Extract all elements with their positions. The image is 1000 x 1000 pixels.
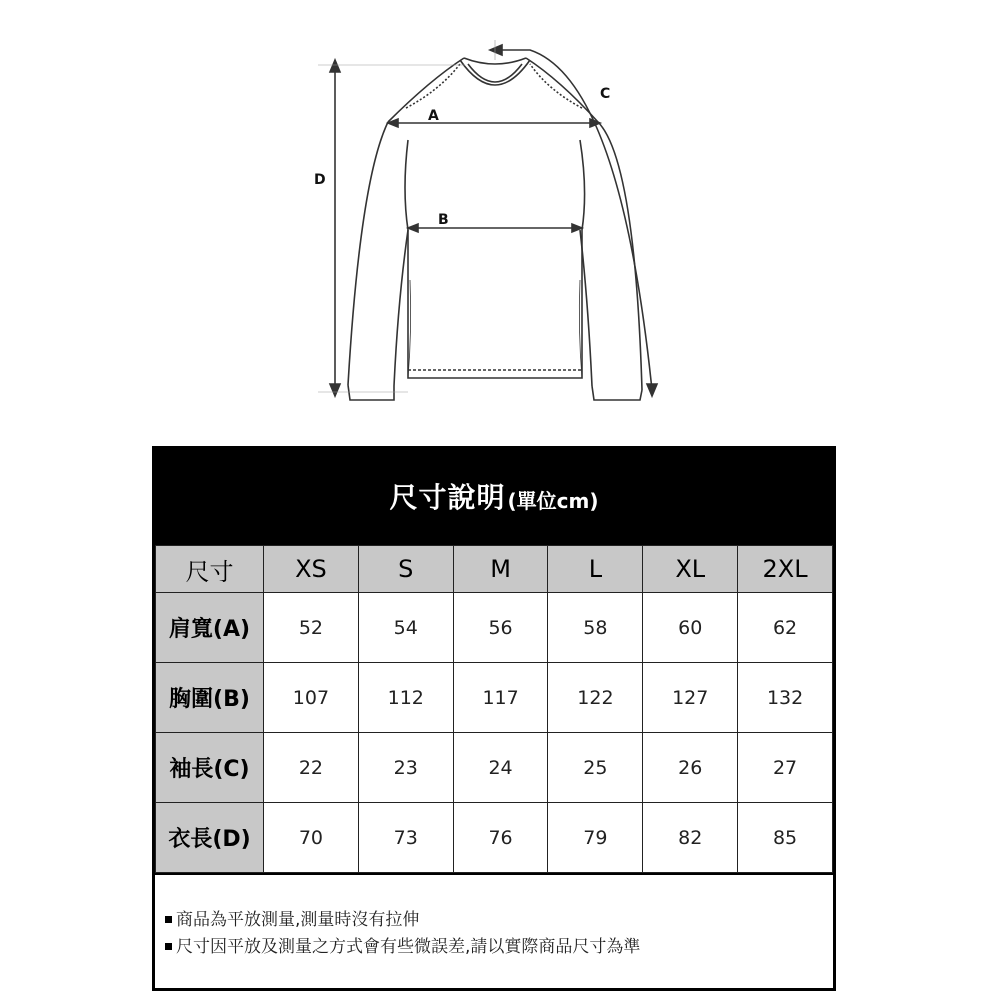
table-row-chest bbox=[156, 663, 833, 733]
note-item bbox=[165, 934, 833, 961]
table-cell: 122 bbox=[548, 663, 643, 733]
table-row-length bbox=[156, 803, 833, 873]
table-cell: 79 bbox=[548, 803, 643, 873]
row-label: 衣長(D) bbox=[156, 803, 264, 873]
table-cell: 82 bbox=[643, 803, 738, 873]
table-cell: 56 bbox=[453, 593, 548, 663]
table-cell: 24 bbox=[453, 733, 548, 803]
table-cell: 25 bbox=[548, 733, 643, 803]
table-cell: 107 bbox=[264, 663, 359, 733]
size-header-2xl: 2XL bbox=[738, 546, 833, 593]
label-a: A bbox=[428, 108, 439, 124]
note-text: 尺寸因平放及測量之方式會有些微誤差,請以實際商品尺寸為準 bbox=[176, 937, 641, 957]
size-header-xl: XL bbox=[643, 546, 738, 593]
table-cell: 112 bbox=[358, 663, 453, 733]
square-bullet-icon bbox=[165, 943, 172, 950]
table-cell: 127 bbox=[643, 663, 738, 733]
note-item bbox=[165, 907, 833, 934]
table-cell: 27 bbox=[738, 733, 833, 803]
size-header-s: S bbox=[358, 546, 453, 593]
size-table-grid bbox=[155, 545, 833, 873]
row-label: 肩寬(A) bbox=[156, 593, 264, 663]
table-cell: 117 bbox=[453, 663, 548, 733]
label-c: C bbox=[600, 86, 611, 102]
long-sleeve-shirt-icon bbox=[290, 30, 690, 410]
row-label: 胸圍(B) bbox=[156, 663, 264, 733]
square-bullet-icon bbox=[165, 916, 172, 923]
table-cell: 58 bbox=[548, 593, 643, 663]
size-chart bbox=[152, 446, 836, 991]
table-row-sleeve bbox=[156, 733, 833, 803]
table-cell: 132 bbox=[738, 663, 833, 733]
size-header-row bbox=[156, 546, 833, 593]
size-chart-unit: (單位cm) bbox=[507, 488, 599, 513]
row-label: 袖長(C) bbox=[156, 733, 264, 803]
size-header-m: M bbox=[453, 546, 548, 593]
table-cell: 60 bbox=[643, 593, 738, 663]
size-header-l: L bbox=[548, 546, 643, 593]
table-cell: 73 bbox=[358, 803, 453, 873]
table-cell: 76 bbox=[453, 803, 548, 873]
size-chart-header bbox=[155, 449, 833, 545]
label-d: D bbox=[314, 172, 326, 188]
table-cell: 70 bbox=[264, 803, 359, 873]
table-cell: 62 bbox=[738, 593, 833, 663]
shirt-measurement-diagram bbox=[290, 30, 690, 410]
notes-section bbox=[155, 873, 833, 988]
table-cell: 52 bbox=[264, 593, 359, 663]
table-cell: 22 bbox=[264, 733, 359, 803]
table-cell: 85 bbox=[738, 803, 833, 873]
table-cell: 23 bbox=[358, 733, 453, 803]
note-text: 商品為平放測量,測量時沒有拉伸 bbox=[176, 910, 420, 930]
table-cell: 54 bbox=[358, 593, 453, 663]
size-header-label: 尺寸 bbox=[156, 546, 264, 593]
table-cell: 26 bbox=[643, 733, 738, 803]
label-b: B bbox=[438, 212, 449, 228]
size-chart-title: 尺寸說明 bbox=[389, 481, 506, 514]
size-header-xs: XS bbox=[264, 546, 359, 593]
table-row-shoulder bbox=[156, 593, 833, 663]
